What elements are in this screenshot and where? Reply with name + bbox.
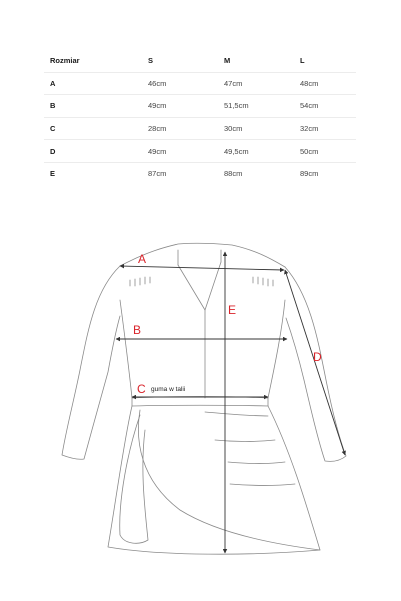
cell-l: 89cm — [300, 169, 319, 179]
cell-l: 54cm — [294, 95, 356, 118]
cell-s: 49cm — [142, 95, 218, 118]
waist-note: guma w talii — [151, 386, 186, 393]
row-label: E — [50, 169, 56, 179]
header-l: L — [294, 50, 356, 72]
cell-l: 32cm — [294, 117, 356, 140]
header-m: M — [218, 50, 294, 72]
dress-diagram — [0, 235, 401, 601]
cell-m: 47cm — [218, 72, 294, 95]
row-label: A — [44, 72, 142, 95]
table-row — [44, 117, 356, 140]
row-label: C — [44, 117, 142, 140]
cell-m: 88cm — [224, 169, 243, 179]
table-row — [44, 140, 356, 163]
cell-m: 49,5cm — [218, 140, 294, 163]
row-label: D — [44, 140, 142, 163]
cell-s: 87cm — [148, 169, 167, 179]
table-row — [44, 95, 356, 118]
cell-s: 46cm — [142, 72, 218, 95]
table-row — [44, 162, 356, 184]
size-table — [44, 50, 356, 185]
label-b: B — [133, 323, 142, 337]
cell-l: 48cm — [294, 72, 356, 95]
label-e: E — [228, 303, 237, 317]
row-label: B — [44, 95, 142, 118]
cell-l: 50cm — [294, 140, 356, 163]
cell-s: 49cm — [142, 140, 218, 163]
cell-s: 28cm — [142, 117, 218, 140]
table-header-row — [44, 50, 356, 72]
cell-m: 51,5cm — [218, 95, 294, 118]
label-d: D — [313, 350, 322, 364]
header-s: S — [142, 50, 218, 72]
dress-outline — [62, 243, 346, 554]
cell-m: 30cm — [218, 117, 294, 140]
measurement-lines — [116, 252, 345, 553]
table-row — [44, 72, 356, 95]
header-size: Rozmiar — [44, 50, 142, 72]
label-c: C — [137, 382, 146, 396]
label-a: A — [138, 252, 147, 266]
